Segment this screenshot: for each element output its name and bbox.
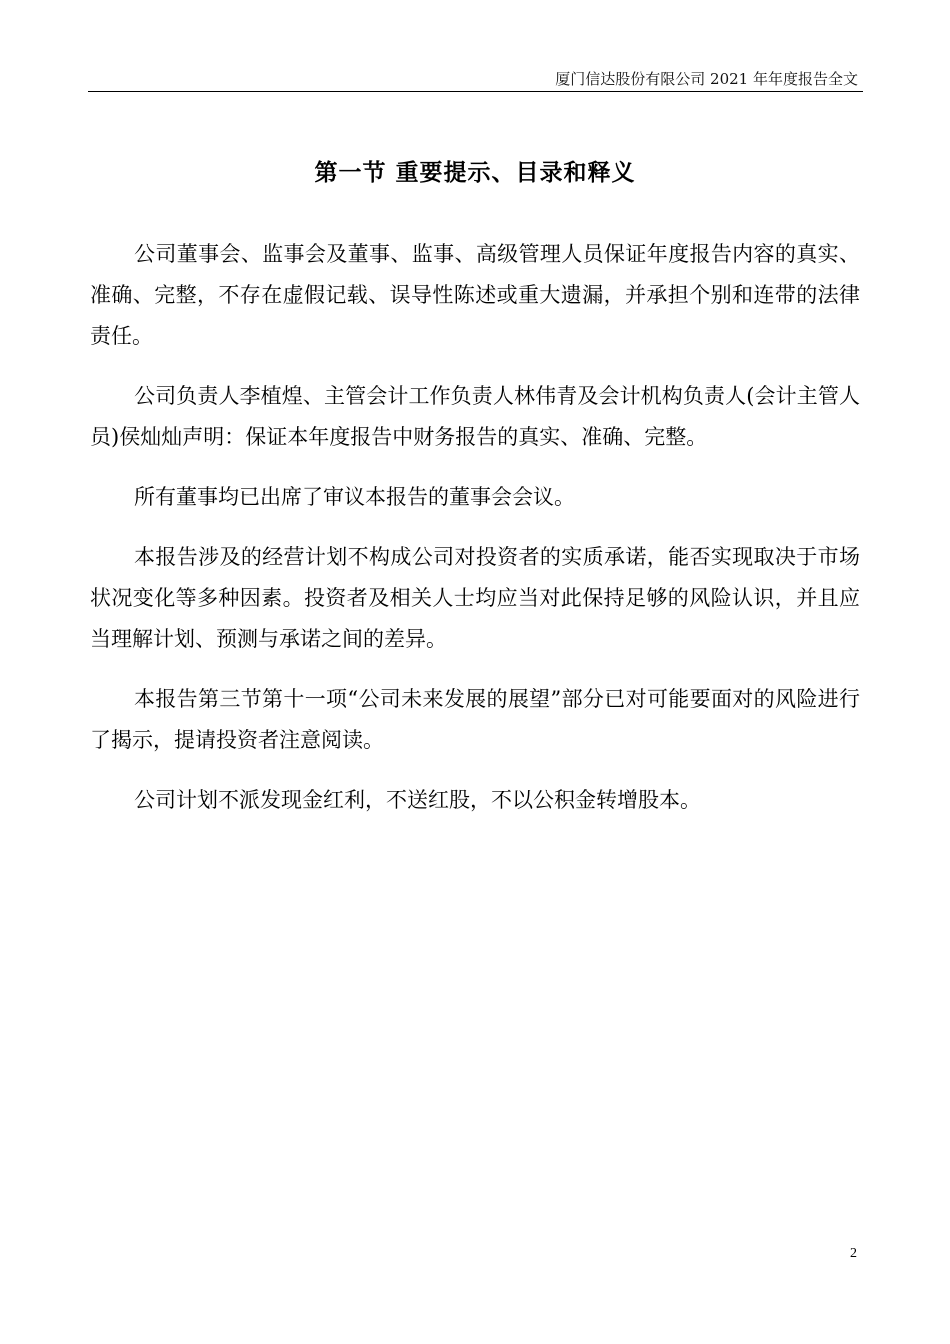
header-divider	[88, 91, 863, 92]
paragraph-board-attendance: 所有董事均已出席了审议本报告的董事会会议。	[134, 485, 575, 509]
paragraph-forward-looking-disclaimer: 本报告涉及的经营计划不构成公司对投资者的实质承诺，能否实现取决于市场状况变化等多种因素。投资者及相关人士均应当对此保持足够的风险认识，并且应当理解计划、预测与承诺之间的差异。	[90, 545, 860, 651]
paragraph-dividend-plan: 公司计划不派发现金红利，不送红股，不以公积金转增股本。	[134, 788, 701, 812]
running-header: 厦门信达股份有限公司 2021 年年度报告全文	[555, 70, 858, 88]
page-number: 2	[850, 1246, 857, 1261]
body-text	[90, 234, 860, 840]
section-title: 第一节 重要提示、目录和释义	[314, 159, 636, 186]
paragraph-responsibility-statement: 公司董事会、监事会及董事、监事、高级管理人员保证年度报告内容的真实、准确、完整，不存在虚假记载、误导性陈述或重大遗漏，并承担个别和连带的法律责任。	[90, 242, 860, 348]
paragraph-financial-declaration: 公司负责人李植煌、主管会计工作负责人林伟青及会计机构负责人(会计主管人员)侯灿灿声明：保证本年度报告中财务报告的真实、准确、完整。	[90, 384, 860, 449]
paragraph-risk-notice: 本报告第三节第十一项“公司未来发展的展望”部分已对可能要面对的风险进行了揭示，提请投资者注意阅读。	[90, 687, 860, 752]
